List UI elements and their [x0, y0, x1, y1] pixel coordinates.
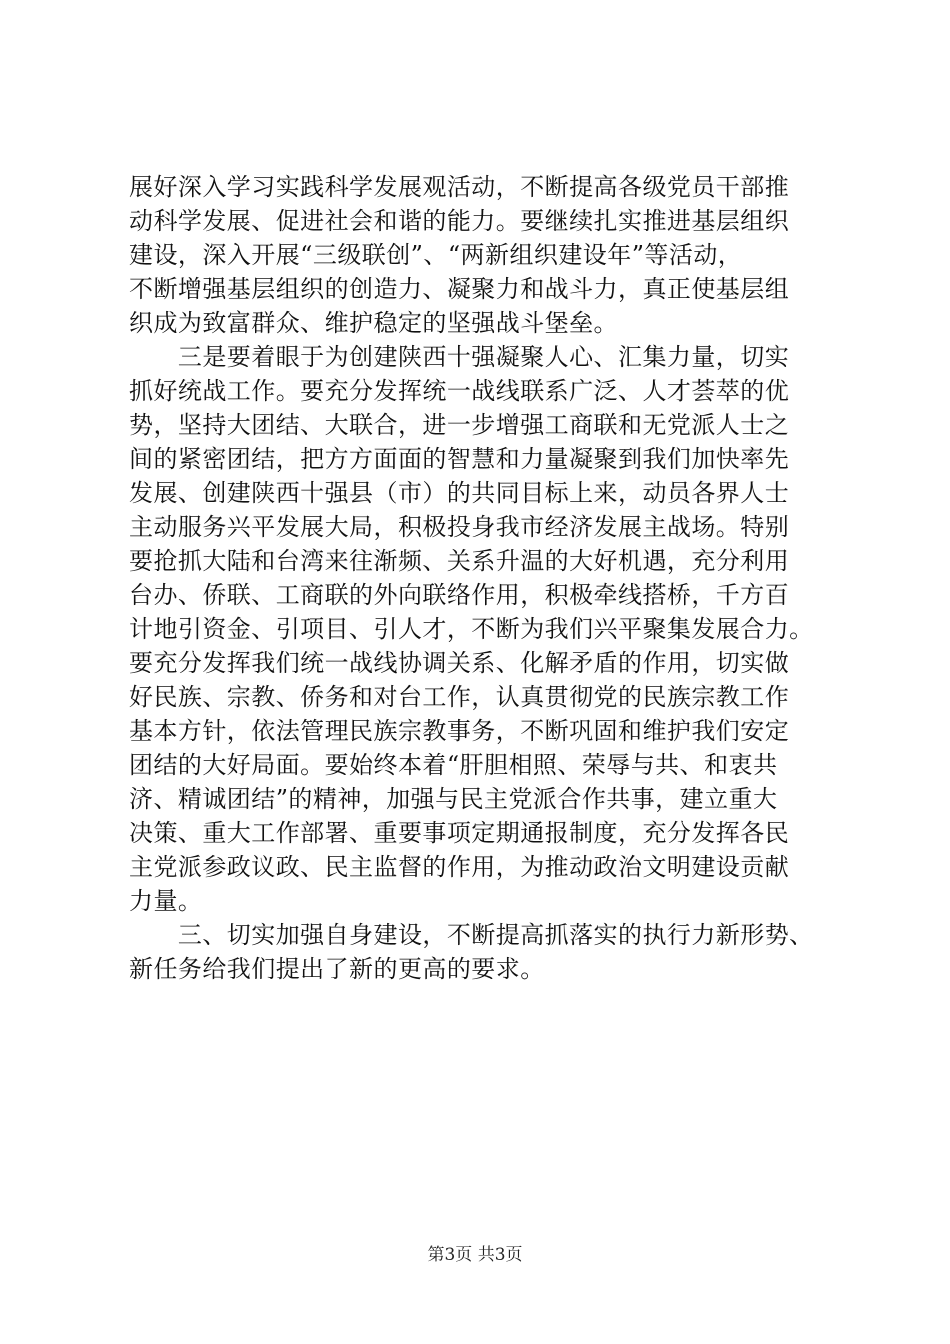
text-line: 要抢抓大陆和台湾来往渐频、关系升温的大好机遇，充分利用 [129, 547, 790, 575]
text-line: 发展、创建陕西十强县（市）的共同目标上来，动员各界人士 [129, 479, 790, 507]
text-line: 台办、侨联、工商联的外向联络作用，积极牵线搭桥，千方百 [129, 581, 790, 609]
text-line: 势，坚持大团结、大联合，进一步增强工商联和无党派人士之 [129, 411, 790, 439]
page-number-footer: 第3页 共3页 [427, 1245, 523, 1265]
paragraph-start-line: 三是要着眼于为创建陕西十强凝聚人心、汇集力量，切实 [129, 343, 790, 371]
text-line: 决策、重大工作部署、重要事项定期通报制度，充分发挥各民 [129, 819, 790, 847]
text-line: 主动服务兴平发展大局，积极投身我市经济发展主战场。特别 [129, 513, 790, 541]
paragraph-start-line: 三、切实加强自身建设，不断提高抓落实的执行力新形势、 [129, 921, 814, 949]
text-line: 抓好统战工作。要充分发挥统一战线联系广泛、人才荟萃的优 [129, 377, 790, 405]
text-line: 新任务给我们提出了新的更高的要求。 [129, 955, 545, 983]
text-line: 好民族、宗教、侨务和对台工作，认真贯彻党的民族宗教工作 [129, 683, 790, 711]
text-line: 济、精诚团结”的精神，加强与民主党派合作共事，建立重大 [129, 785, 778, 813]
text-line: 主党派参政议政、民主监督的作用，为推动政治文明建设贡献 [129, 853, 790, 881]
text-line: 力量。 [129, 887, 203, 915]
text-line: 建设，深入开展“三级联创”、“两新组织建设年”等活动， [129, 241, 743, 269]
text-line: 计地引资金、引项目、引人才，不断为我们兴平聚集发展合力。 [129, 615, 814, 643]
text-line: 织成为致富群众、维护稳定的坚强战斗堡垒。 [129, 309, 618, 337]
text-line: 要充分发挥我们统一战线协调关系、化解矛盾的作用，切实做 [129, 649, 790, 677]
text-line: 基本方针，依法管理民族宗教事务，不断巩固和维护我们安定 [129, 717, 790, 745]
body-text [129, 170, 849, 986]
text-line: 不断增强基层组织的创造力、凝聚力和战斗力，真正使基层组 [129, 275, 790, 303]
text-line: 动科学发展、促进社会和谐的能力。要继续扎实推进基层组织 [129, 207, 790, 235]
text-line: 团结的大好局面。要始终本着“肝胆相照、荣辱与共、和衷共 [129, 751, 778, 779]
text-line: 间的紧密团结，把方方面面的智慧和力量凝聚到我们加快率先 [129, 445, 790, 473]
text-line: 展好深入学习实践科学发展观活动，不断提高各级党员干部推 [129, 173, 790, 201]
